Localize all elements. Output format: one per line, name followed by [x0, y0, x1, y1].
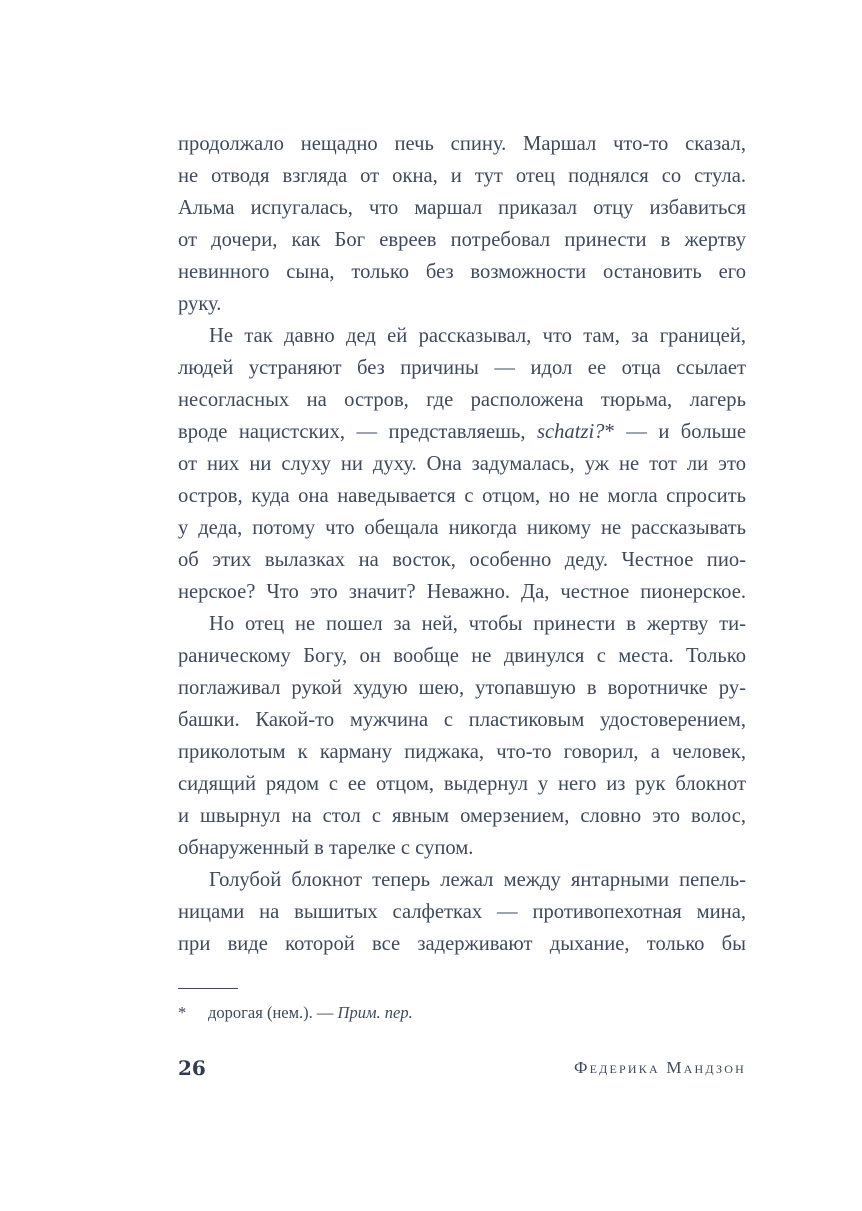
text-line: поглаживал рукой худую шею, утопавшую в воротничке ру-	[178, 677, 746, 699]
footnote-text: дорогая (нем.). —	[208, 1003, 338, 1022]
text-line: раническому Богу, он вообще не двинулся с места. Только	[178, 645, 746, 667]
text-line: сидящий рядом с ее отцом, выдернул у него из рук блокнот	[178, 773, 746, 795]
text-line: башки. Какой-то мужчина с пластиковым удостоверением,	[178, 709, 746, 731]
footnote-divider	[178, 988, 238, 989]
footnote-translator-note: Прим. пер.	[337, 1003, 413, 1022]
paragraph-start-line: Не так давно дед ей рассказывал, что там, за границей,	[209, 325, 746, 347]
main-text	[178, 128, 746, 960]
text-line: от них ни слуху ни духу. Она задумалась, уж не тот ли это	[178, 453, 746, 475]
text-segment: * — и больше	[604, 421, 746, 443]
text-line: ницами на вышитых салфетках — противопехотная мина,	[178, 901, 746, 923]
text-line: нерское? Что это значит? Неважно. Да, честное пионерское.	[178, 581, 746, 603]
text-line: продолжало нещадно печь спину. Маршал что-то сказал,	[178, 133, 746, 155]
running-head-author: Федерика Мандзон	[573, 1058, 746, 1077]
text-line: обнаруженный в тарелке с супом.	[178, 837, 474, 859]
text-line-with-footnote-ref	[178, 416, 746, 448]
text-segment: вроде нацистских, — представляешь,	[178, 421, 537, 443]
text-line: невинного сына, только без возможности остановить его	[178, 261, 746, 283]
paragraph-start-line: Но отец не пошел за ней, чтобы принести в жертву ти-	[209, 613, 746, 635]
text-line: остров, куда она наведывается с отцом, но не могла спросить	[178, 485, 746, 507]
text-line: людей устраняют без причины — идол ее отца ссылает	[178, 357, 746, 379]
paragraph-start-line: Голубой блокнот теперь лежал между янтарными пепель-	[209, 869, 746, 891]
text-line: у деда, потому что обещала никогда никому не рассказывать	[178, 517, 746, 539]
text-line: и швырнул на стол с явным омерзением, словно это волос,	[178, 805, 746, 827]
foreign-word-italic: schatzi?	[536, 421, 605, 443]
text-line: от дочери, как Бог евреев потребовал принести в жертву	[178, 229, 746, 251]
text-line: не отводя взгляда от окна, и тут отец поднялся со стула.	[178, 165, 746, 187]
text-line: Альма испугалась, что маршал приказал отцу избавиться	[178, 197, 746, 219]
text-line: об этих вылазках на восток, особенно деду. Честное пио-	[178, 549, 746, 571]
text-line: несогласных на остров, где расположена тюрьма, лагерь	[178, 389, 746, 411]
text-line: при виде которой все задерживают дыхание, только бы	[178, 933, 746, 955]
footnote-marker: *	[178, 1003, 187, 1022]
page-number: 26	[178, 1056, 206, 1080]
text-line: приколотым к карману пиджака, что-то говорил, а человек,	[178, 741, 746, 763]
footnote	[178, 1000, 746, 1026]
text-line: руку.	[178, 293, 222, 315]
